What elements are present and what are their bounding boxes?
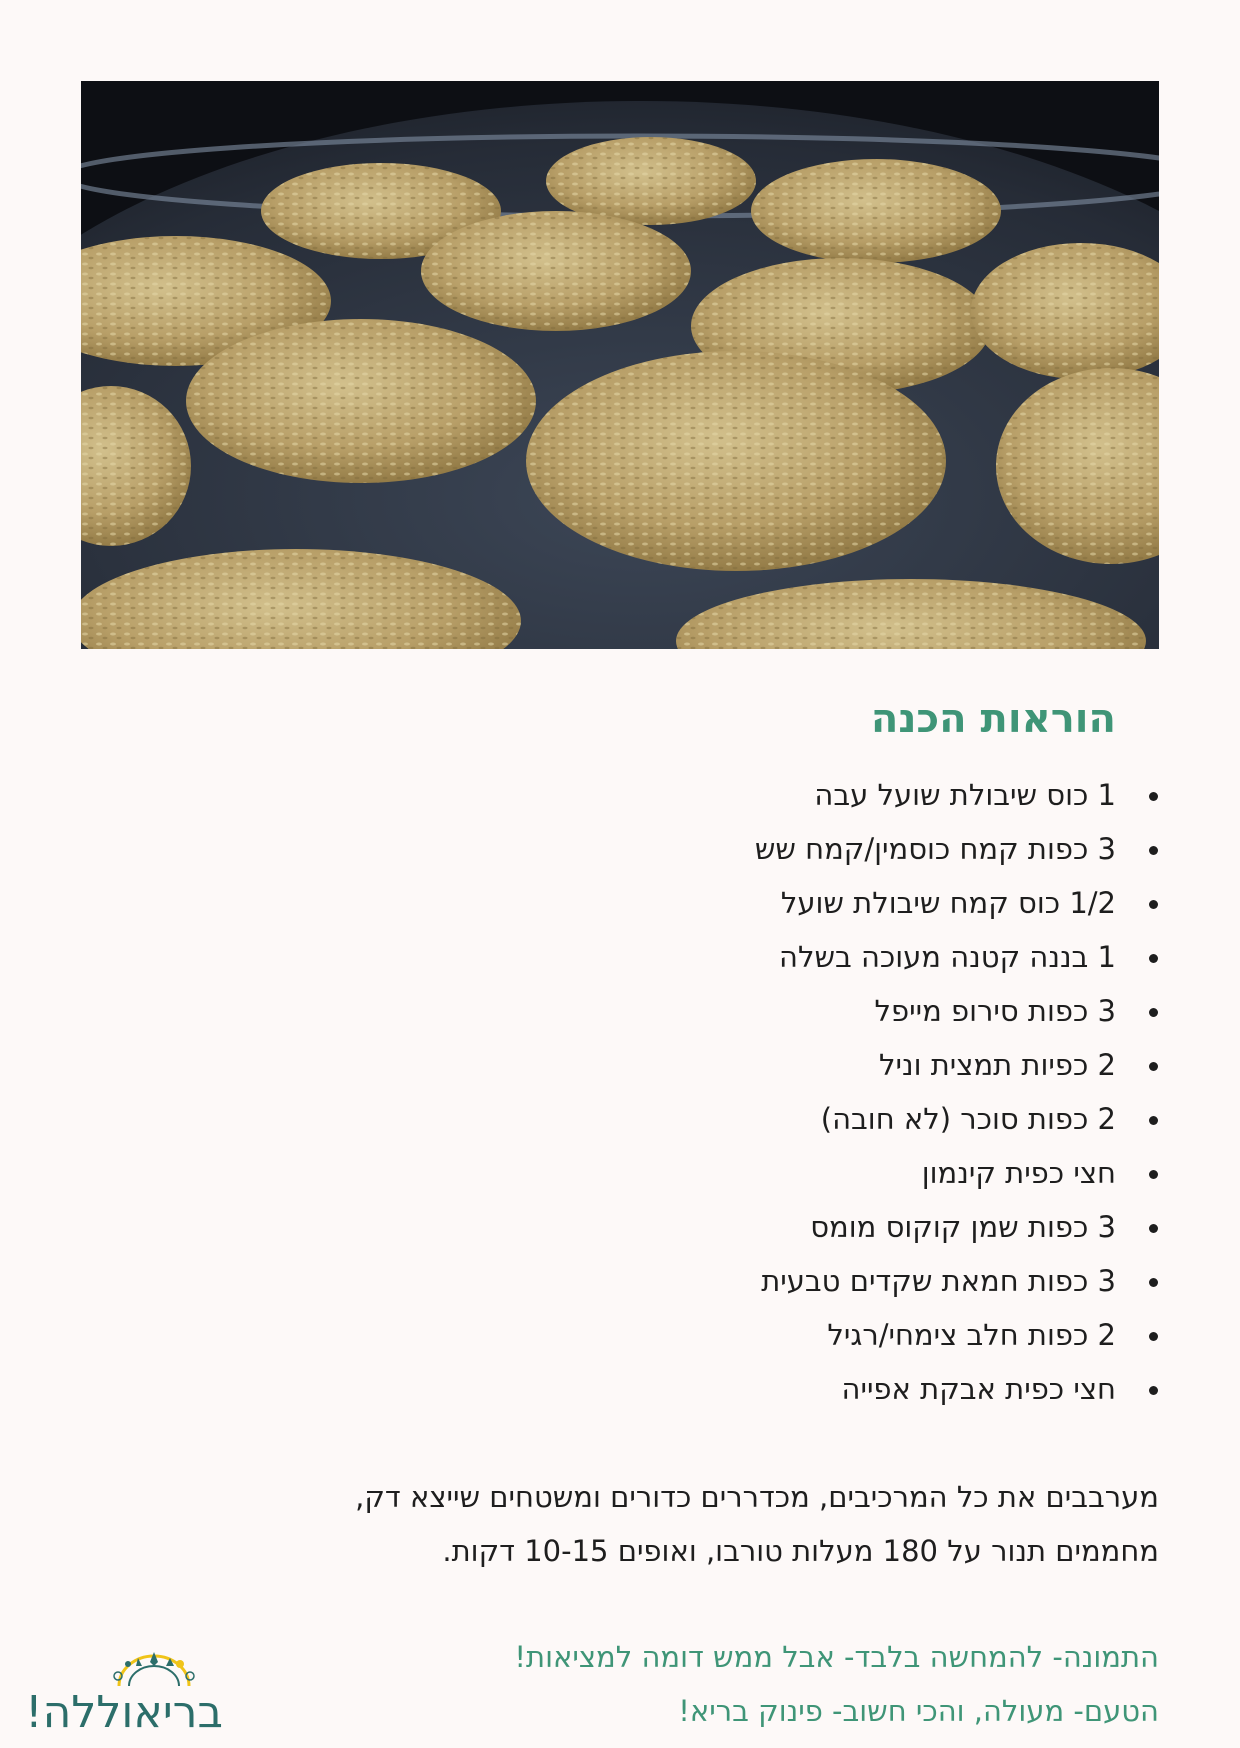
ingredient-item xyxy=(416,876,1116,930)
ingredient-item xyxy=(416,1200,1116,1254)
bullet-icon xyxy=(1149,1278,1158,1287)
footer-line: הטעם- מעולה, והכי חשוב- פינוק בריא! xyxy=(678,1694,1159,1728)
bullet-icon xyxy=(1149,1224,1158,1233)
section-title: הוראות הכנה xyxy=(870,696,1116,742)
ingredient-text: 1 כוס שיבולת שועל עבה xyxy=(814,778,1116,812)
cookies-illustration xyxy=(81,81,1159,649)
ingredient-item xyxy=(416,1362,1116,1416)
footer-note xyxy=(359,1630,1159,1738)
ingredient-item xyxy=(416,1092,1116,1146)
bullet-icon xyxy=(1149,792,1158,801)
ingredient-text: 2 כפיות תמצית וניל xyxy=(879,1048,1116,1082)
ingredient-text: 3 כפות קמח כוסמין/קמח שש xyxy=(754,832,1116,866)
ingredients-list xyxy=(416,768,1116,1416)
sunrise-leaves-icon xyxy=(104,1648,204,1688)
ingredient-item xyxy=(416,1038,1116,1092)
ingredient-item xyxy=(416,984,1116,1038)
bullet-icon xyxy=(1149,846,1158,855)
ingredient-text: חצי כפית אבקת אפייה xyxy=(841,1372,1116,1406)
bullet-icon xyxy=(1149,1332,1158,1341)
ingredient-text: 3 כפות סירופ מייפל xyxy=(874,994,1116,1028)
ingredient-text: 3 כפות שמן קוקוס מומס xyxy=(810,1210,1116,1244)
ingredient-item xyxy=(416,1254,1116,1308)
bullet-icon xyxy=(1149,1116,1158,1125)
footer-line: התמונה- להמחשה בלבד- אבל ממש דומה למציאות! xyxy=(514,1640,1159,1674)
bullet-icon xyxy=(1149,954,1158,963)
ingredient-item xyxy=(416,1146,1116,1200)
ingredient-item xyxy=(416,822,1116,876)
logo-text: בריאוללה! xyxy=(25,1687,223,1738)
bullet-icon xyxy=(1149,1062,1158,1071)
ingredient-text: 3 כפות חמאת שקדים טבעית xyxy=(761,1264,1116,1298)
instructions-block xyxy=(159,1470,1159,1578)
ingredient-item xyxy=(416,930,1116,984)
instructions-line: מחממים תנור על 180 מעלות טורבו, ואופים 10-15 דקות. xyxy=(442,1534,1159,1568)
ingredient-item xyxy=(416,1308,1116,1362)
instructions-line: מערבבים את כל המרכיבים, מכדררים כדורים ומשטחים שייצא דק, xyxy=(355,1480,1159,1514)
bullet-icon xyxy=(1149,900,1158,909)
ingredient-text: 2 כפות חלב צימחי/רגיל xyxy=(827,1318,1116,1352)
bullet-icon xyxy=(1149,1170,1158,1179)
ingredient-text: 1 בננה קטנה מעוכה בשלה xyxy=(779,940,1116,974)
ingredient-text: 1/2 כוס קמח שיבולת שועל xyxy=(780,886,1116,920)
bullet-icon xyxy=(1149,1386,1158,1395)
brand-logo xyxy=(24,1648,224,1738)
ingredient-text: 2 כפות סוכר (לא חובה) xyxy=(820,1102,1116,1136)
ingredient-text: חצי כפית קינמון xyxy=(921,1156,1116,1190)
ingredient-item xyxy=(416,768,1116,822)
bullet-icon xyxy=(1149,1008,1158,1017)
oat-cookies-photo xyxy=(81,81,1159,649)
